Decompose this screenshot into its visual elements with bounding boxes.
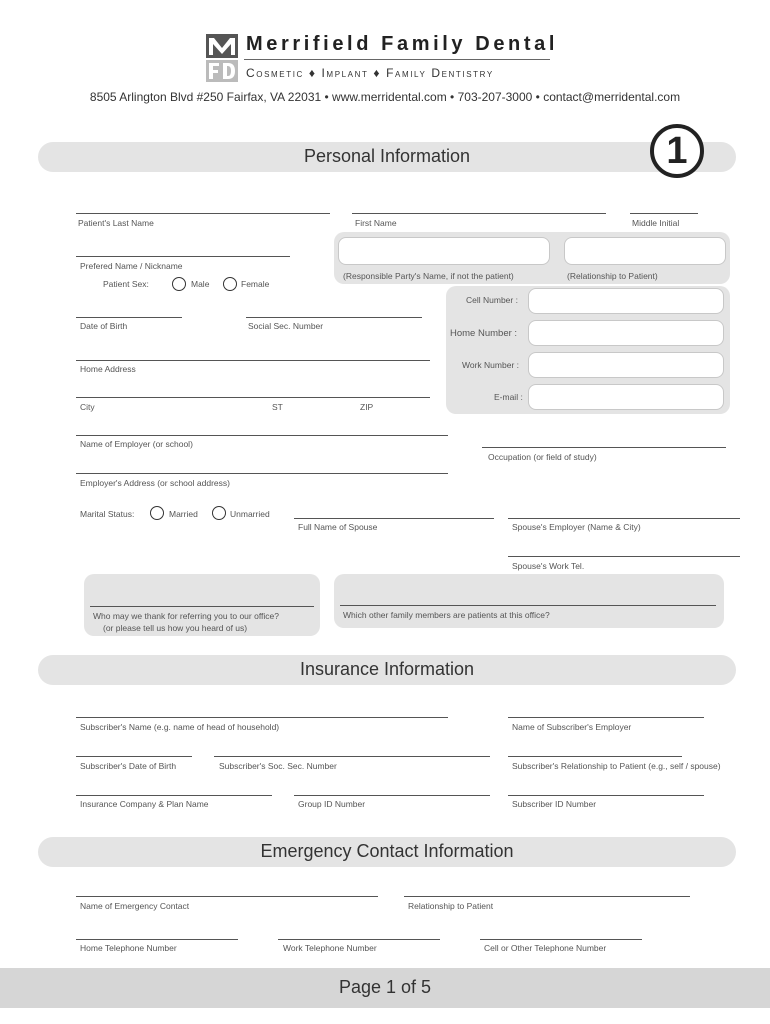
- home-number-field[interactable]: [528, 320, 724, 346]
- referral-sublabel: (or please tell us how you heard of us): [103, 623, 248, 633]
- subscriber-dob-label: Subscriber's Date of Birth: [80, 761, 177, 771]
- page-number: Page 1 of 5: [338, 977, 432, 997]
- emergency-home-tel-field[interactable]: [76, 939, 238, 940]
- referral-label: Who may we thank for referring you to our office?: [93, 611, 279, 621]
- employer-label: Name of Employer (or school): [80, 439, 193, 449]
- insurance-company-label: Insurance Company & Plan Name: [80, 799, 209, 809]
- emergency-cell-tel-field[interactable]: [480, 939, 642, 940]
- marital-status-label: Marital Status:: [80, 509, 135, 519]
- section-title-emergency: Emergency Contact Information: [260, 841, 514, 861]
- section-title-personal: Personal Information: [303, 146, 471, 166]
- group-id-field[interactable]: [294, 795, 490, 796]
- subscriber-employer-label: Name of Subscriber's Employer: [512, 722, 632, 732]
- preferred-name-field[interactable]: [76, 256, 290, 257]
- insurance-company-field[interactable]: [76, 795, 272, 796]
- city-label: City: [80, 402, 95, 412]
- emergency-work-tel-field[interactable]: [278, 939, 440, 940]
- zip-label: ZIP: [360, 402, 374, 412]
- dob-field[interactable]: [76, 317, 182, 318]
- family-members-field[interactable]: [340, 605, 716, 606]
- emergency-contact-name-field[interactable]: [76, 896, 378, 897]
- brand-divider: [244, 59, 550, 60]
- mfd-logo-icon: [206, 34, 238, 82]
- home-address-label: Home Address: [80, 364, 136, 374]
- subscriber-employer-field[interactable]: [508, 717, 704, 718]
- first-name-label: First Name: [355, 218, 397, 228]
- subscriber-name-label: Subscriber's Name (e.g. name of head of household): [80, 722, 280, 732]
- married-label: Married: [169, 509, 198, 519]
- subscriber-relationship-label: Subscriber's Relationship to Patient (e.g., self / spouse): [512, 761, 721, 771]
- spouse-employer-field[interactable]: [508, 518, 740, 519]
- relationship-field[interactable]: [564, 237, 726, 265]
- subscriber-id-field[interactable]: [508, 795, 704, 796]
- group-id-label: Group ID Number: [298, 799, 366, 809]
- last-name-label: Patient's Last Name: [78, 218, 154, 228]
- relationship-label: (Relationship to Patient): [567, 271, 658, 281]
- subscriber-id-label: Subscriber ID Number: [512, 799, 597, 809]
- occupation-field[interactable]: [482, 447, 726, 448]
- emergency-cell-tel-label: Cell or Other Telephone Number: [484, 943, 607, 953]
- responsible-party-field[interactable]: [338, 237, 550, 265]
- middle-initial-label: Middle Initial: [632, 218, 680, 228]
- emergency-work-tel-label: Work Telephone Number: [283, 943, 377, 953]
- cell-number-field[interactable]: [528, 288, 724, 314]
- family-members-label: Which other family members are patients at this office?: [343, 610, 550, 620]
- occupation-label: Occupation (or field of study): [488, 452, 597, 462]
- spouse-work-tel-field[interactable]: [508, 556, 740, 557]
- section-title-insurance: Insurance Information: [299, 659, 475, 679]
- spouse-employer-label: Spouse's Employer (Name & City): [512, 522, 641, 532]
- married-radio[interactable]: [150, 506, 164, 520]
- male-label: Male: [191, 279, 210, 289]
- spouse-name-field[interactable]: [294, 518, 494, 519]
- subscriber-dob-field[interactable]: [76, 756, 192, 757]
- emergency-contact-name-label: Name of Emergency Contact: [80, 901, 190, 911]
- dob-label: Date of Birth: [80, 321, 128, 331]
- emergency-relationship-label: Relationship to Patient: [408, 901, 494, 911]
- male-radio[interactable]: [172, 277, 186, 291]
- cell-number-label: Cell Number :: [466, 295, 518, 305]
- spouse-work-tel-label: Spouse's Work Tel.: [512, 561, 585, 571]
- home-number-label: Home Number :: [450, 328, 518, 339]
- work-number-label: Work Number :: [462, 360, 519, 370]
- state-label: ST: [272, 402, 283, 412]
- last-name-field[interactable]: [76, 213, 330, 214]
- preferred-name-label: Prefered Name / Nickname: [80, 261, 183, 271]
- employer-field[interactable]: [76, 435, 448, 436]
- female-radio[interactable]: [223, 277, 237, 291]
- female-label: Female: [241, 279, 270, 289]
- spouse-name-label: Full Name of Spouse: [298, 522, 378, 532]
- email-label: E-mail :: [494, 392, 523, 402]
- subscriber-ssn-label: Subscriber's Soc. Sec. Number: [219, 761, 337, 771]
- unmarried-radio[interactable]: [212, 506, 226, 520]
- work-number-field[interactable]: [528, 352, 724, 378]
- first-name-field[interactable]: [352, 213, 606, 214]
- city-state-zip-field[interactable]: [76, 397, 430, 398]
- unmarried-label: Unmarried: [230, 509, 270, 519]
- emergency-relationship-field[interactable]: [404, 896, 690, 897]
- patient-sex-label: Patient Sex:: [103, 279, 149, 289]
- ssn-label: Social Sec. Number: [248, 321, 324, 331]
- brand-name: Merrifield Family Dental: [246, 33, 559, 55]
- practice-contact-line: 8505 Arlington Blvd #250 Fairfax, VA 22031 • www.merridental.com • 703-207-3000 • contact@merridental.com: [89, 90, 681, 104]
- responsible-party-label: (Responsible Party's Name, if not the patient): [343, 271, 514, 281]
- subscriber-relationship-field[interactable]: [508, 756, 682, 757]
- home-address-field[interactable]: [76, 360, 430, 361]
- subscriber-name-field[interactable]: [76, 717, 448, 718]
- email-field[interactable]: [528, 384, 724, 410]
- emergency-home-tel-label: Home Telephone Number: [80, 943, 177, 953]
- middle-initial-field[interactable]: [630, 213, 698, 214]
- ssn-field[interactable]: [246, 317, 422, 318]
- form-page-marker: 1: [650, 124, 704, 178]
- referral-field[interactable]: [90, 606, 314, 607]
- brand-tagline: Cosmetic ♦ Implant ♦ Family Dentistry: [246, 66, 494, 80]
- subscriber-ssn-field[interactable]: [214, 756, 490, 757]
- employer-address-field[interactable]: [76, 473, 448, 474]
- employer-address-label: Employer's Address (or school address): [80, 478, 230, 488]
